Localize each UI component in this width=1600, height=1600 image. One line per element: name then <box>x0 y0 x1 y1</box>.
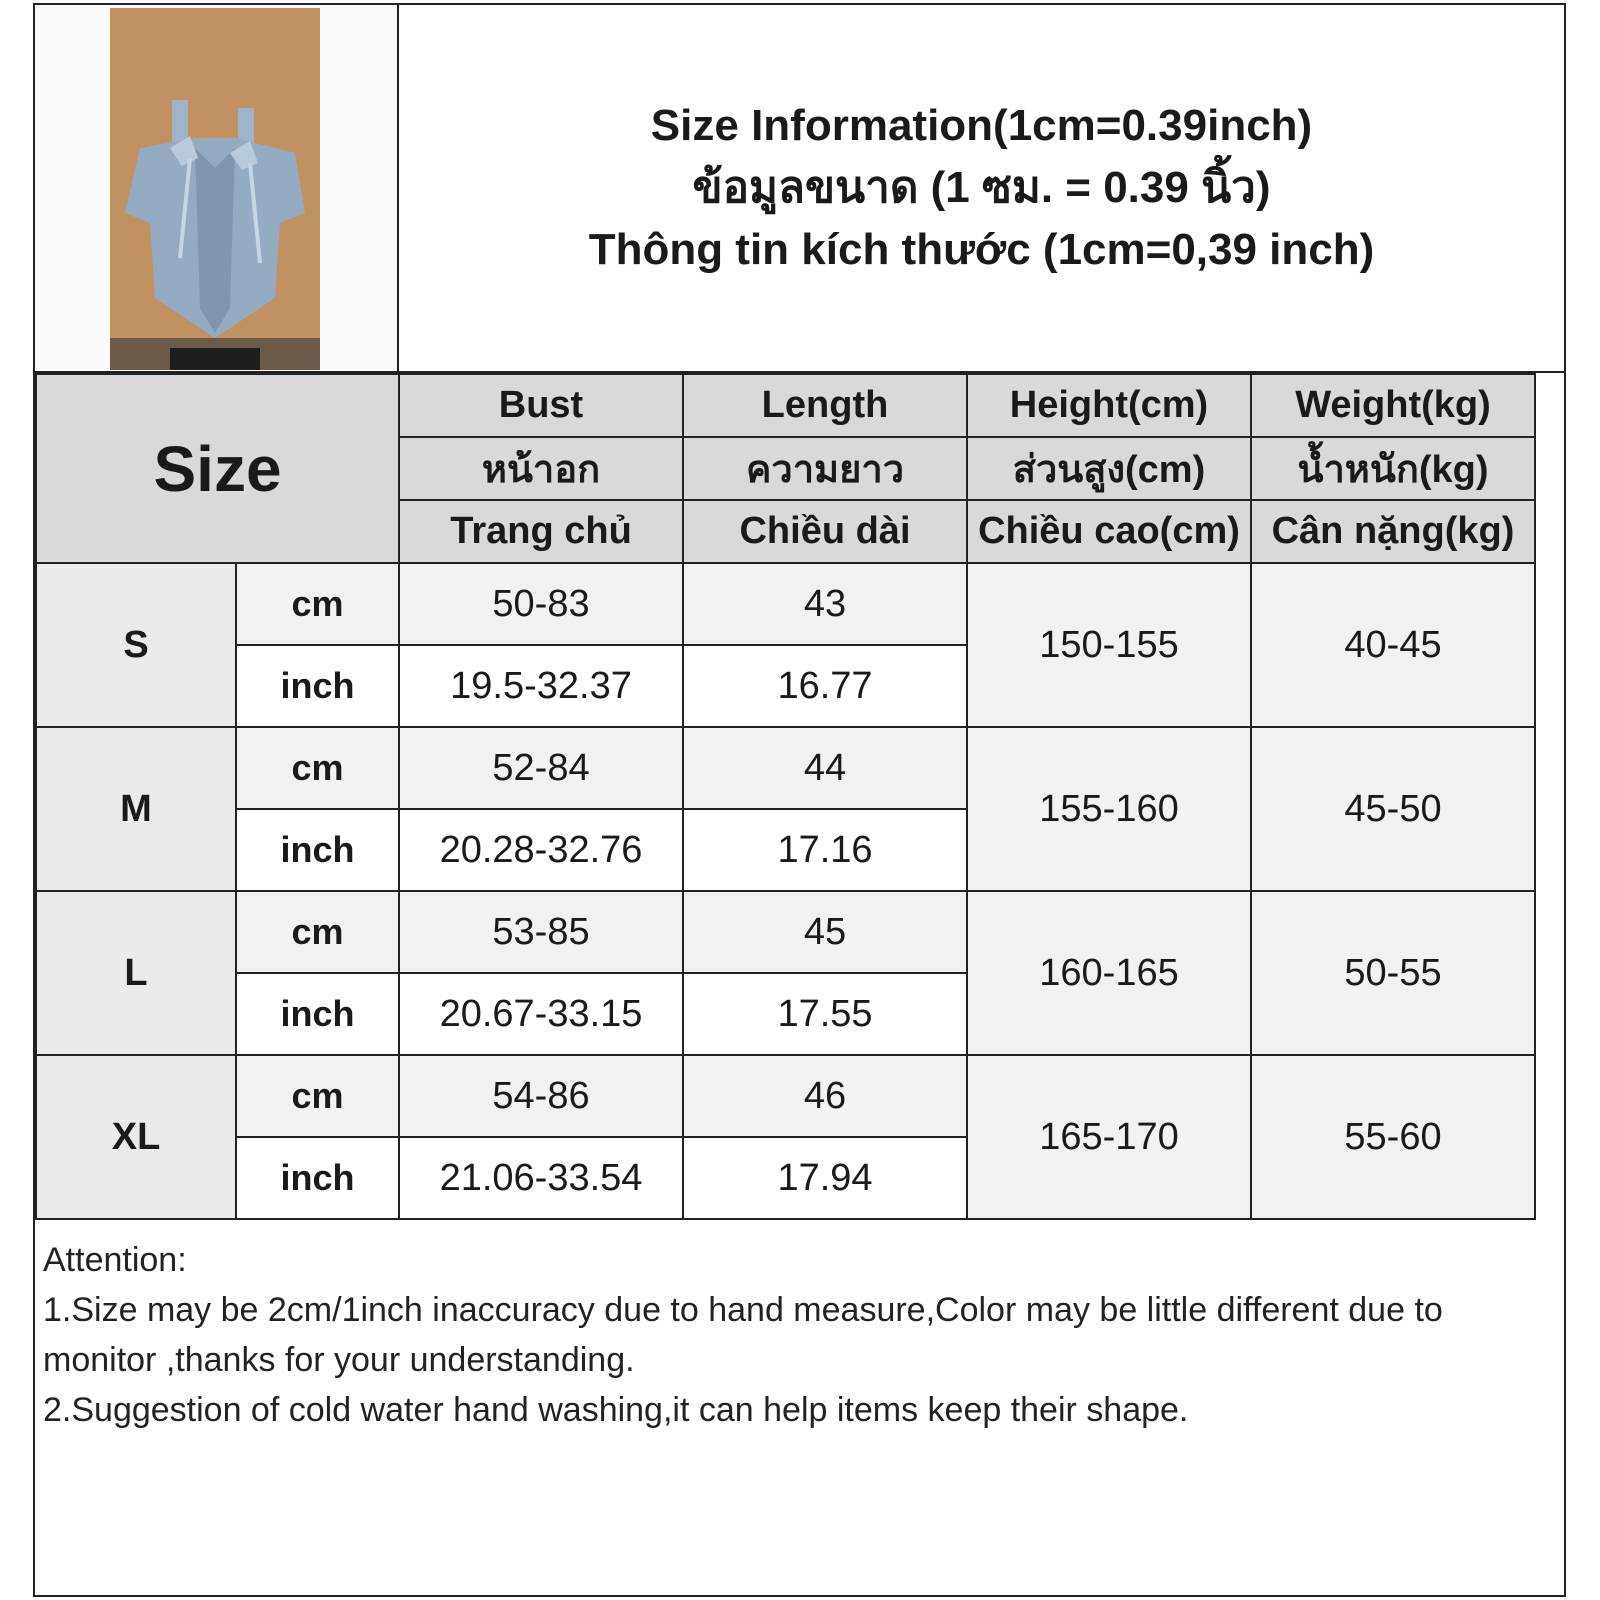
height-range: 165-170 <box>967 1055 1251 1219</box>
length-inch: 16.77 <box>683 645 967 727</box>
bust-inch: 20.67-33.15 <box>399 973 683 1055</box>
col-header-height-vi: Chiều cao(cm) <box>967 500 1251 563</box>
bust-cm: 53-85 <box>399 891 683 973</box>
weight-range: 45-50 <box>1251 727 1535 891</box>
note-measurement: 1.Size may be 2cm/1inch inaccuracy due to hand measure,Color may be little different due to monitor ,thanks for your understanding. <box>43 1291 1443 1379</box>
size-header: Size <box>36 374 399 563</box>
size-label-m: M <box>36 727 236 891</box>
length-cm: 45 <box>683 891 967 973</box>
title-thai: ข้อมูลขนาด (1 ซม. = 0.39 นิ้ว) <box>692 163 1271 212</box>
col-header-bust-th: หน้าอก <box>399 437 683 500</box>
unit-inch: inch <box>236 645 399 727</box>
bust-cm: 50-83 <box>399 563 683 645</box>
unit-inch: inch <box>236 973 399 1055</box>
unit-inch: inch <box>236 809 399 891</box>
col-header-weight-en: Weight(kg) <box>1251 374 1535 437</box>
height-range: 155-160 <box>967 727 1251 891</box>
col-header-weight-vi: Cân nặng(kg) <box>1251 500 1535 563</box>
col-header-length-vi: Chiều dài <box>683 500 967 563</box>
unit-cm: cm <box>236 563 399 645</box>
height-range: 150-155 <box>967 563 1251 727</box>
chart-header <box>35 5 1564 373</box>
unit-cm: cm <box>236 727 399 809</box>
length-cm: 46 <box>683 1055 967 1137</box>
bust-inch: 21.06-33.54 <box>399 1137 683 1219</box>
height-range: 160-165 <box>967 891 1251 1055</box>
length-inch: 17.94 <box>683 1137 967 1219</box>
product-photo-cell <box>35 5 399 371</box>
product-photo <box>110 8 320 370</box>
size-chart-sheet <box>33 3 1566 1597</box>
bust-inch: 20.28-32.76 <box>399 809 683 891</box>
bust-cm: 54-86 <box>399 1055 683 1137</box>
col-header-bust-vi: Trang chủ <box>399 500 683 563</box>
unit-cm: cm <box>236 1055 399 1137</box>
weight-range: 50-55 <box>1251 891 1535 1055</box>
attention-notes <box>43 1235 1558 1435</box>
table-row <box>36 727 1535 809</box>
title-vietnamese: Thông tin kích thước (1cm=0,39 inch) <box>588 225 1375 274</box>
weight-range: 55-60 <box>1251 1055 1535 1219</box>
unit-cm: cm <box>236 891 399 973</box>
col-header-length-th: ความยาว <box>683 437 967 500</box>
note-washing: 2.Suggestion of cold water hand washing,it can help items keep their shape. <box>43 1391 1189 1429</box>
col-header-height-th: ส่วนสูง(cm) <box>967 437 1251 500</box>
bust-inch: 19.5-32.37 <box>399 645 683 727</box>
notes-heading: Attention: <box>43 1241 187 1279</box>
size-label-l: L <box>36 891 236 1055</box>
weight-range: 40-45 <box>1251 563 1535 727</box>
table-row <box>36 891 1535 973</box>
bust-cm: 52-84 <box>399 727 683 809</box>
size-label-xl: XL <box>36 1055 236 1219</box>
length-cm: 44 <box>683 727 967 809</box>
col-header-length-en: Length <box>683 374 967 437</box>
length-cm: 43 <box>683 563 967 645</box>
table-row <box>36 1055 1535 1137</box>
size-label-s: S <box>36 563 236 727</box>
col-header-weight-th: น้ำหนัก(kg) <box>1251 437 1535 500</box>
unit-inch: inch <box>236 1137 399 1219</box>
size-info-title <box>399 5 1564 371</box>
title-english: Size Information(1cm=0.39inch) <box>650 101 1313 150</box>
col-header-bust-en: Bust <box>399 374 683 437</box>
col-header-height-en: Height(cm) <box>967 374 1251 437</box>
size-table <box>35 373 1536 1220</box>
table-row <box>36 563 1535 645</box>
length-inch: 17.16 <box>683 809 967 891</box>
length-inch: 17.55 <box>683 973 967 1055</box>
